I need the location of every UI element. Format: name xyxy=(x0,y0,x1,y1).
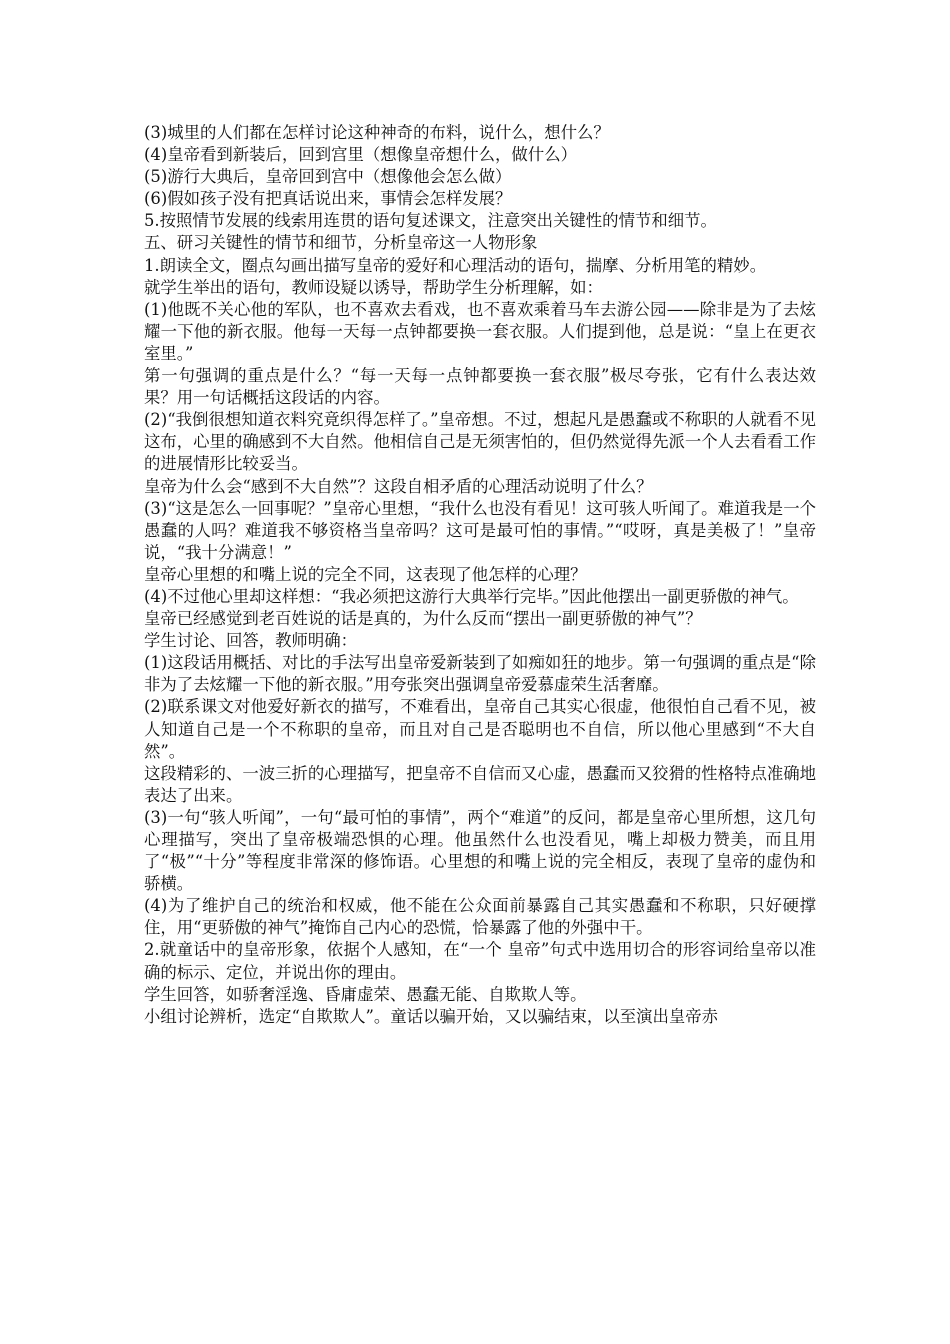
paragraph: (6)假如孩子没有把真话说出来，事情会怎样发展？ xyxy=(144,189,512,209)
paragraph: (3)“这是怎么一回事呢？”皇帝心里想，“我什么也没有看见！这可骇人听闻了。难道我是一个愚蠢的人吗？难道我不够资格当皇帝吗？这可是最可怕的事情。”“哎呀，真是美极了！”皇帝说，“我十分满意！” xyxy=(144,498,816,562)
paragraph: (4)不过他心里却这样想：“我必须把这游行大典举行完毕。”因此他摆出一副更骄傲的神气。 xyxy=(144,586,799,606)
paragraph: 皇帝已经感觉到老百姓说的话是真的，为什么反而“摆出一副更骄傲的神气”？ xyxy=(144,609,702,629)
paragraph: (2)联系课文对他爱好新衣的描写，不难看出，皇帝自己其实心很虚，他很怕自己看不见，被人知道自己是一个不称职的皇帝，而且对自己是否聪明也不自信，所以他心里感到“不大自然”。 xyxy=(144,697,816,761)
document-body xyxy=(144,122,816,1028)
paragraph: (5)游行大典后，皇帝回到宫中（想像他会怎么做） xyxy=(144,167,512,187)
paragraph: (2)“我倒很想知道衣料究竟织得怎样了。”皇帝想。不过，想起凡是愚蠢或不称职的人就看不见这布，心里的确感到不大自然。他相信自己是无须害怕的，但仍然觉得先派一个人去看看工作的进展情形比较妥当。 xyxy=(144,410,817,474)
paragraph: (3)一句“骇人听闻”，一句“最可怕的事情”，两个“难道”的反问，都是皇帝心里所想，这几句心理描写，突出了皇帝极端恐惧的心理。他虽然什么也没看见，嘴上却极力赞美，而且用了“极”“十分”等程度非常深的修饰语。心里想的和嘴上说的完全相反，表现了皇帝的虚伪和骄横。 xyxy=(144,807,816,894)
paragraph: 学生讨论、回答，教师明确： xyxy=(144,631,358,651)
paragraph: 第一句强调的重点是什么？“每一天每一点钟都要换一套衣服”极尽夸张，它有什么表达效果？用一句话概括这段话的内容。 xyxy=(144,366,816,408)
paragraph: 就学生举出的语句，教师设疑以诱导，帮助学生分析理解，如： xyxy=(144,277,603,297)
paragraph: 1.朗读全文，圈点勾画出描写皇帝的爱好和心理活动的语句，揣摩、分析用笔的精妙。 xyxy=(144,255,767,275)
paragraph: 这段精彩的、一波三折的心理描写，把皇帝不自信而又心虚，愚蠢而又狡猾的性格特点准确地表达了出来。 xyxy=(144,763,817,805)
paragraph: (3)城里的人们都在怎样讨论这种神奇的布料，说什么，想什么？ xyxy=(144,123,610,142)
paragraph: 皇帝心里想的和嘴上说的完全不同，这表现了他怎样的心理？ xyxy=(144,564,587,584)
section-heading: 五、研习关键性的情节和细节，分析皇帝这一人物形象 xyxy=(144,233,538,253)
paragraph: 小组讨论辨析，选定“自欺欺人”。童话以骗开始，又以骗结束，以至演出皇帝赤 xyxy=(144,1006,719,1026)
paragraph: 2.就童话中的皇帝形象，依据个人感知，在“一个 皇帝”句式中选用切合的形容词给皇帝以准确的标示、定位，并说出你的理由。 xyxy=(144,940,816,982)
paragraph: 学生回答，如骄奢淫逸、昏庸虚荣、愚蠢无能、自欺欺人等。 xyxy=(144,984,587,1004)
paragraph: 5.按照情节发展的线索用连贯的语句复述课文，注意突出关键性的情节和细节。 xyxy=(144,211,717,231)
paragraph: (1)他既不关心他的军队，也不喜欢去看戏，也不喜欢乘着马车去游公园——除非是为了去炫耀一下他的新衣服。他每一天每一点钟都要换一套衣服。人们提到他，总是说：“皇上在更衣室里。” xyxy=(144,299,816,363)
paragraph: (1)这段话用概括、对比的手法写出皇帝爱新装到了如痴如狂的地步。第一句强调的重点是“除非为了去炫耀一下他的新衣服。”用夸张突出强调皇帝爱慕虚荣生活奢靡。 xyxy=(144,653,816,695)
paragraph: (4)皇帝看到新装后，回到宫里（想像皇帝想什么，做什么） xyxy=(144,145,577,165)
paragraph: (4)为了维护自己的统治和权威，他不能在公众面前暴露自己其实愚蠢和不称职，只好硬撑住，用“更骄傲的神气”掩饰自己内心的恐慌，恰暴露了他的外强中干。 xyxy=(144,896,816,938)
paragraph: 皇帝为什么会“感到不大自然”？这段自相矛盾的心理活动说明了什么？ xyxy=(144,476,653,496)
